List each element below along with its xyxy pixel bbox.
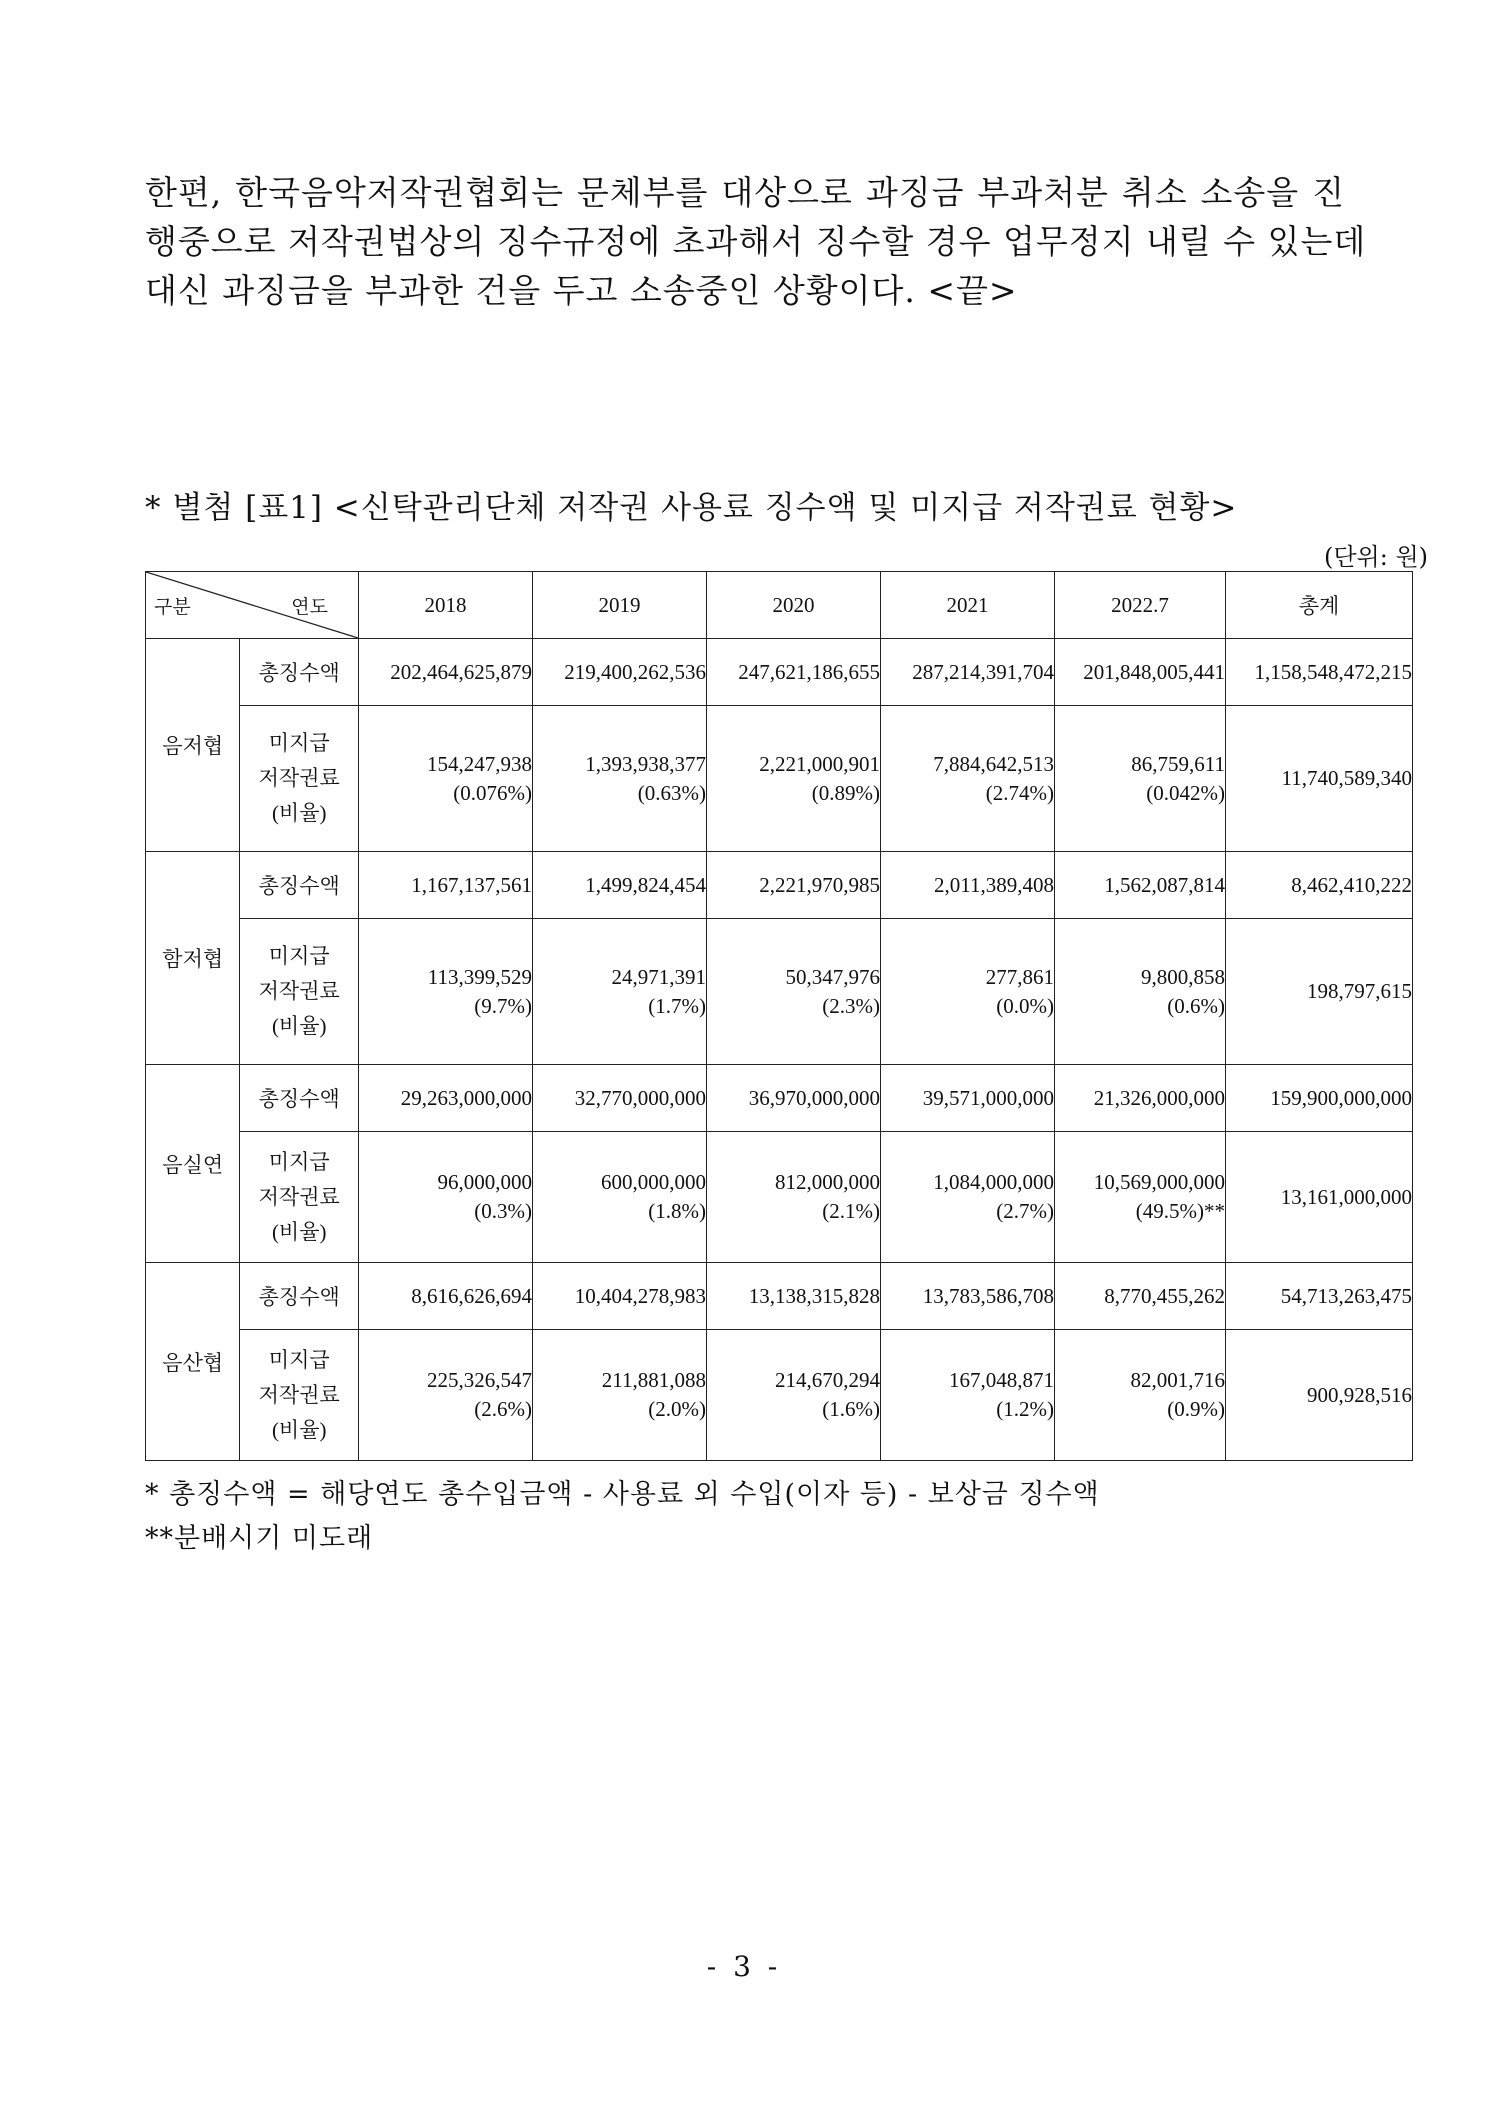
unpaid-value-cell bbox=[533, 1132, 707, 1263]
year-header: 2018 bbox=[359, 572, 533, 639]
table-row-unpaid bbox=[146, 706, 1413, 852]
table-row-total bbox=[146, 1263, 1413, 1330]
total-label-cell: 총징수액 bbox=[240, 639, 359, 706]
unpaid-amount: 10,569,000,000 bbox=[1093, 1170, 1225, 1194]
unpaid-amount: 154,247,938 bbox=[427, 751, 532, 776]
unpaid-label-line: 저작권료 bbox=[258, 1382, 340, 1407]
unpaid-ratio: (1.8%) bbox=[648, 1199, 706, 1223]
table-row-total bbox=[146, 852, 1413, 919]
unpaid-ratio: (0.6%) bbox=[1167, 993, 1225, 1018]
unpaid-label-line: (비율) bbox=[271, 1014, 327, 1038]
unpaid-label-cell bbox=[240, 1132, 359, 1263]
unpaid-amount: 50,347,976 bbox=[785, 964, 880, 989]
attachment-title: * 별첨 [표1] <신탁관리단체 저작권 사용료 징수액 및 미지급 저작권료 현황> bbox=[145, 490, 1238, 526]
unpaid-value-cell bbox=[881, 1330, 1055, 1461]
table-row-unpaid bbox=[146, 919, 1413, 1065]
unpaid-ratio: (0.89%) bbox=[811, 780, 880, 805]
total-value-cell: 36,970,000,000 bbox=[707, 1065, 881, 1132]
unpaid-value-cell bbox=[707, 706, 881, 852]
year-header: 2022.7 bbox=[1055, 572, 1226, 639]
unpaid-amount: 86,759,611 bbox=[1131, 751, 1225, 776]
unpaid-ratio: (0.9%) bbox=[1167, 1397, 1225, 1421]
total-value-cell: 2,221,970,985 bbox=[707, 852, 881, 919]
unpaid-ratio: (2.7%) bbox=[996, 1199, 1054, 1223]
year-header: 2021 bbox=[881, 572, 1055, 639]
unpaid-label-line: 저작권료 bbox=[258, 766, 340, 790]
unpaid-value-cell bbox=[359, 1132, 533, 1263]
total-value-cell: 201,848,005,441 bbox=[1055, 639, 1226, 706]
table-row-total bbox=[146, 639, 1413, 706]
table-body bbox=[146, 639, 1413, 1461]
unpaid-amount: 225,326,547 bbox=[427, 1368, 532, 1392]
body-line-3: 대신 과징금을 부과한 건을 두고 소송중인 상황이다. <끝> bbox=[145, 271, 1018, 310]
unpaid-amount: 211,881,088 bbox=[601, 1368, 706, 1392]
footnote-definition: * 총징수액 = 해당연도 총수입금액 - 사용료 외 수입(이자 등) - 보상금 징수액 bbox=[145, 1479, 1100, 1510]
body-line-2: 행중으로 저작권법상의 징수규정에 초과해서 징수할 경우 업무정지 내릴 수 있는데 bbox=[145, 222, 1367, 261]
unpaid-amount: 167,048,871 bbox=[949, 1368, 1054, 1392]
unpaid-ratio: (9.7%) bbox=[474, 993, 532, 1018]
unit-note: (단위: 원) bbox=[1324, 543, 1428, 571]
unpaid-ratio: (2.6%) bbox=[474, 1397, 532, 1421]
total-value-cell: 1,158,548,472,215 bbox=[1226, 639, 1413, 706]
unpaid-amount: 1,393,938,377 bbox=[585, 751, 706, 776]
unpaid-ratio: (0.042%) bbox=[1146, 780, 1225, 805]
unpaid-amount: 113,399,529 bbox=[427, 964, 532, 989]
total-value-cell: 13,138,315,828 bbox=[707, 1263, 881, 1330]
footnotes bbox=[145, 1473, 1100, 1561]
unpaid-amount: 96,000,000 bbox=[437, 1170, 532, 1194]
unpaid-ratio: (1.7%) bbox=[648, 993, 706, 1018]
unpaid-ratio: (1.2%) bbox=[996, 1397, 1054, 1421]
unpaid-total-cell: 198,797,615 bbox=[1226, 919, 1413, 1065]
unpaid-amount: 24,971,391 bbox=[611, 964, 706, 989]
unpaid-value-cell bbox=[359, 1330, 533, 1461]
total-value-cell: 202,464,625,879 bbox=[359, 639, 533, 706]
unpaid-label-line: 저작권료 bbox=[258, 1184, 340, 1209]
group-name-cell: 음산협 bbox=[146, 1263, 240, 1461]
unpaid-label-line: 미지급 bbox=[268, 731, 330, 755]
unpaid-value-cell bbox=[881, 1132, 1055, 1263]
unpaid-total-cell: 900,928,516 bbox=[1226, 1330, 1413, 1461]
total-value-cell: 13,783,586,708 bbox=[881, 1263, 1055, 1330]
unpaid-total-cell: 11,740,589,340 bbox=[1226, 706, 1413, 852]
unpaid-value-cell bbox=[359, 919, 533, 1065]
unpaid-amount: 9,800,858 bbox=[1141, 964, 1225, 989]
total-value-cell: 8,770,455,262 bbox=[1055, 1263, 1226, 1330]
total-value-cell: 8,462,410,222 bbox=[1226, 852, 1413, 919]
unpaid-value-cell bbox=[881, 706, 1055, 852]
total-value-cell: 1,499,824,454 bbox=[533, 852, 707, 919]
corner-label-category: 구분 bbox=[154, 597, 191, 618]
total-value-cell: 2,011,389,408 bbox=[881, 852, 1055, 919]
total-label-cell: 총징수액 bbox=[240, 852, 359, 919]
unpaid-amount: 7,884,642,513 bbox=[933, 751, 1054, 776]
page-number: - 3 - bbox=[706, 1950, 782, 1983]
corner-header-cell bbox=[146, 572, 359, 639]
total-value-cell: 1,562,087,814 bbox=[1055, 852, 1226, 919]
year-header: 2020 bbox=[707, 572, 881, 639]
unpaid-ratio: (2.0%) bbox=[648, 1397, 706, 1421]
body-line-1: 한편, 한국음악저작권협회는 문체부를 대상으로 과징금 부과처분 취소 소송을 진 bbox=[145, 173, 1345, 212]
corner-label-year: 연도 bbox=[291, 597, 328, 618]
unpaid-label-line: 미지급 bbox=[268, 1149, 330, 1174]
unpaid-value-cell bbox=[1055, 1132, 1226, 1263]
total-value-cell: 29,263,000,000 bbox=[359, 1065, 533, 1132]
unpaid-label-line: (비율) bbox=[271, 1219, 327, 1244]
unpaid-total-cell: 13,161,000,000 bbox=[1226, 1132, 1413, 1263]
total-value-cell: 39,571,000,000 bbox=[881, 1065, 1055, 1132]
unpaid-value-cell bbox=[533, 1330, 707, 1461]
unpaid-label-line: 저작권료 bbox=[258, 979, 340, 1003]
unpaid-ratio: (0.0%) bbox=[996, 993, 1054, 1018]
total-header: 총계 bbox=[1226, 572, 1413, 639]
unpaid-amount: 812,000,000 bbox=[775, 1170, 880, 1194]
unpaid-amount: 277,861 bbox=[985, 964, 1054, 989]
table-row-total bbox=[146, 1065, 1413, 1132]
unpaid-value-cell bbox=[707, 1330, 881, 1461]
unpaid-label-line: 미지급 bbox=[268, 944, 330, 968]
total-value-cell: 54,713,263,475 bbox=[1226, 1263, 1413, 1330]
unpaid-value-cell bbox=[707, 919, 881, 1065]
unpaid-value-cell bbox=[1055, 919, 1226, 1065]
unpaid-ratio: (2.74%) bbox=[985, 780, 1054, 805]
unpaid-ratio: (0.076%) bbox=[453, 780, 532, 805]
unpaid-ratio: (49.5%)** bbox=[1135, 1199, 1225, 1223]
unpaid-value-cell bbox=[359, 706, 533, 852]
unpaid-amount: 82,001,716 bbox=[1130, 1368, 1225, 1392]
unpaid-ratio: (2.3%) bbox=[822, 993, 880, 1018]
unpaid-label-cell bbox=[240, 919, 359, 1065]
group-name-cell: 음실연 bbox=[146, 1065, 240, 1263]
body-paragraph bbox=[145, 168, 1367, 315]
total-value-cell: 10,404,278,983 bbox=[533, 1263, 707, 1330]
unpaid-value-cell bbox=[1055, 1330, 1226, 1461]
unpaid-label-line: (비율) bbox=[271, 801, 327, 825]
unpaid-value-cell bbox=[881, 919, 1055, 1065]
unpaid-amount: 214,670,294 bbox=[775, 1368, 880, 1392]
unpaid-value-cell bbox=[707, 1132, 881, 1263]
collection-table bbox=[145, 571, 1413, 1461]
unpaid-value-cell bbox=[1055, 706, 1226, 852]
group-name-cell: 함저협 bbox=[146, 852, 240, 1065]
unpaid-ratio: (2.1%) bbox=[822, 1199, 880, 1223]
total-value-cell: 8,616,626,694 bbox=[359, 1263, 533, 1330]
unpaid-label-cell bbox=[240, 1330, 359, 1461]
total-label-cell: 총징수액 bbox=[240, 1263, 359, 1330]
table-row-unpaid bbox=[146, 1330, 1413, 1461]
group-name-cell: 음저협 bbox=[146, 639, 240, 852]
unpaid-ratio: (0.63%) bbox=[637, 780, 706, 805]
unpaid-value-cell bbox=[533, 706, 707, 852]
total-value-cell: 1,167,137,561 bbox=[359, 852, 533, 919]
year-header: 2019 bbox=[533, 572, 707, 639]
total-value-cell: 21,326,000,000 bbox=[1055, 1065, 1226, 1132]
unpaid-amount: 600,000,000 bbox=[601, 1170, 706, 1194]
unpaid-amount: 1,084,000,000 bbox=[933, 1170, 1054, 1194]
total-value-cell: 287,214,391,704 bbox=[881, 639, 1055, 706]
footnote-undistributed: **분배시기 미도래 bbox=[145, 1523, 374, 1554]
unpaid-value-cell bbox=[533, 919, 707, 1065]
table-row-unpaid bbox=[146, 1132, 1413, 1263]
unpaid-ratio: (0.3%) bbox=[474, 1199, 532, 1223]
total-value-cell: 32,770,000,000 bbox=[533, 1065, 707, 1132]
unpaid-label-line: 미지급 bbox=[268, 1347, 330, 1372]
total-value-cell: 159,900,000,000 bbox=[1226, 1065, 1413, 1132]
table-header-row bbox=[146, 572, 1413, 639]
unpaid-amount: 2,221,000,901 bbox=[759, 751, 880, 776]
unpaid-label-line: (비율) bbox=[271, 1417, 327, 1442]
total-value-cell: 219,400,262,536 bbox=[533, 639, 707, 706]
total-value-cell: 247,621,186,655 bbox=[707, 639, 881, 706]
unpaid-label-cell bbox=[240, 706, 359, 852]
total-label-cell: 총징수액 bbox=[240, 1065, 359, 1132]
unpaid-ratio: (1.6%) bbox=[822, 1397, 880, 1421]
